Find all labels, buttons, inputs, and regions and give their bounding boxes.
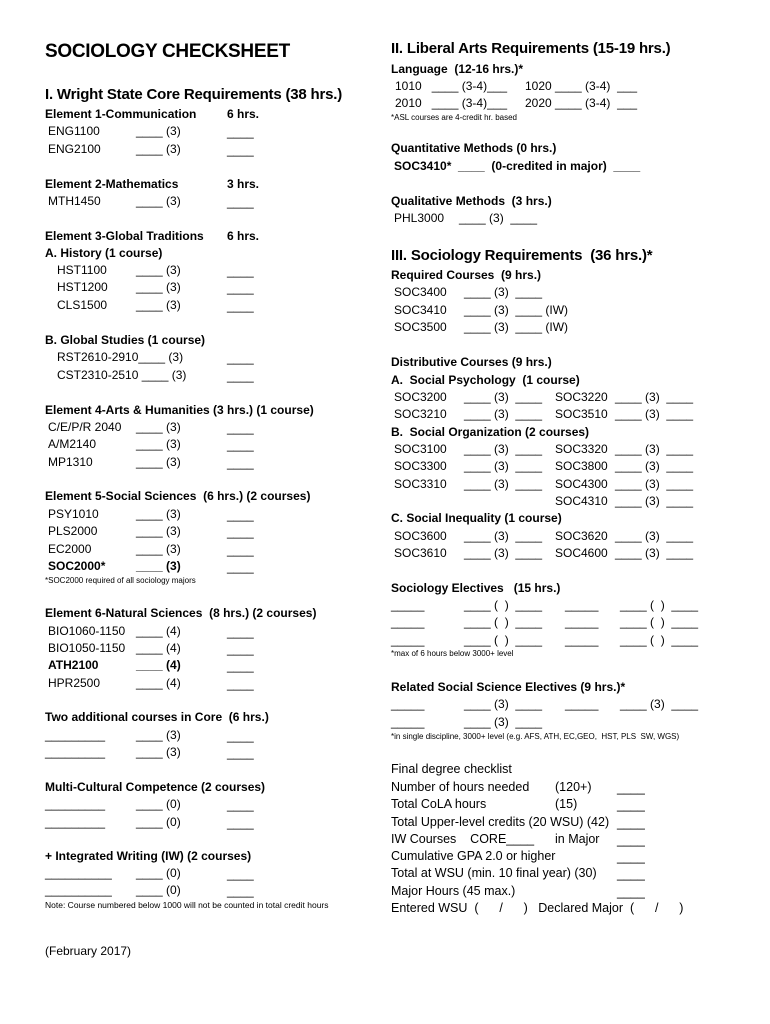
liberal-arts-heading: II. Liberal Arts Requirements (15-19 hrs.) [391,40,671,57]
grade-blank[interactable]: ____ [227,421,254,435]
credit-field[interactable]: ____ (3) ____ [464,546,543,560]
grade-blank[interactable]: ____ [227,867,254,881]
course-blank[interactable]: _________ [45,745,106,759]
credit-field[interactable]: ____ (0) [136,797,181,811]
course-code-required: ATH2100 [48,658,99,672]
grade-blank[interactable]: ____ [227,816,254,830]
course-code: CST2310-2510 ____ (3) [57,368,187,382]
course-code: EC2000 [48,542,92,556]
course-code: MTH1450 [48,194,101,208]
course-code: A/M2140 [48,437,97,451]
checklist-label: Total at WSU (min. 10 final year) (30) [391,866,597,880]
page-title: SOCIOLOGY CHECKSHEET [45,41,290,62]
credit-field[interactable]: ____ (3) ____ [615,442,694,456]
grade-blank[interactable]: ____ [227,659,254,673]
credit-field[interactable]: ____ (3) [136,420,181,434]
grade-blank[interactable]: ____ [227,729,254,743]
required-title: Required Courses (9 hrs.) [391,268,542,282]
global-subtitle: B. Global Studies (1 course) [45,333,206,347]
footnote: *ASL courses are 4-credit hr. based [391,113,517,122]
course-code: SOC3200 [394,390,447,404]
course-blank[interactable]: _____ [565,697,599,711]
credit-field[interactable]: ____ (3) [136,524,181,538]
credit-field[interactable]: ____ (4) [136,676,181,690]
course-code-required: SOC2000* [48,559,106,573]
grade-blank[interactable]: ____ [227,438,254,452]
footnote: *SOC2000 required of all sociology majors [45,576,196,585]
course-blank[interactable]: _____ [391,598,425,612]
credit-field[interactable]: ____ (3) [136,124,181,138]
course-blank[interactable]: _________ [45,728,106,742]
credit-field[interactable]: ____ (3) [136,542,181,556]
course-code: SOC3320 [555,442,608,456]
element1-title: Element 1-Communication [45,107,197,121]
course-code: HST1200 [57,280,108,294]
course-blank[interactable]: _____ [391,615,425,629]
course-blank[interactable]: __________ [45,883,112,897]
footnote: Note: Course numbered below 1000 will not be counted in total credit hours [45,900,329,910]
course-blank[interactable]: _________ [45,815,106,829]
checklist-target: in Major [555,832,600,846]
credit-field[interactable]: ____ (3) [136,745,181,759]
course-code: SOC3100 [394,442,447,456]
course-blank[interactable]: _____ [391,633,425,647]
credit-field[interactable]: ____ (3) ____ [464,407,543,421]
element2-hours: 3 hrs. [227,177,260,191]
credit-field[interactable]: ____ (3) ____ [615,546,694,560]
credit-field[interactable]: ____ (3) ____ [464,477,543,491]
course-code: SOC3510 [555,407,608,421]
language-row[interactable]: 2010 ____ (3-4)___ [395,96,508,110]
course-blank[interactable]: _____ [565,598,599,612]
element3-title: Element 3-Global Traditions [45,229,204,243]
course-code: SOC3300 [394,459,447,473]
course-blank[interactable]: _________ [45,797,106,811]
element1-hours: 6 hrs. [227,107,260,121]
credit-field[interactable]: ____ (4) [136,641,181,655]
qualitative-title: Qualitative Methods (3 hrs.) [391,194,552,208]
checklist-blank[interactable]: ____ [617,781,645,795]
credit-field[interactable]: ____ (4) [136,624,181,638]
course-code: SOC3220 [555,390,608,404]
checklist-label: IW Courses CORE____ [391,832,535,846]
revision-date: (February 2017) [45,944,132,958]
credit-field[interactable]: ____ (3) [136,263,181,277]
grade-blank[interactable]: ____ [227,125,254,139]
distributive-title: Distributive Courses (9 hrs.) [391,355,552,369]
grade-blank[interactable]: ____ [227,560,254,574]
checklist-blank[interactable]: ____ [617,816,645,830]
language-row[interactable]: 1010 ____ (3-4)___ [395,79,508,93]
element6-title: Element 6-Natural Sciences (8 hrs.) (2 courses) [45,606,317,620]
checklist-blank[interactable]: ____ [617,885,645,899]
credit-field[interactable]: ____ (0) [136,815,181,829]
course-code: ENG2100 [48,142,101,156]
course-code: SOC3310 [394,477,447,491]
checklist-label: Cumulative GPA 2.0 or higher [391,849,556,863]
course-code: ENG1100 [48,124,100,138]
credit-field[interactable]: ____ (3) [136,559,181,573]
grade-blank[interactable]: ____ [227,508,254,522]
element2-title: Element 2-Mathematics [45,177,179,191]
course-code: CLS1500 [57,298,108,312]
credit-field[interactable]: ____ (3) ____ [459,211,538,225]
credit-field[interactable]: ____ (3) ____ [464,390,543,404]
additional-core-title: Two additional courses in Core (6 hrs.) [45,710,269,724]
course-code: SOC4300 [555,477,608,491]
checklist-target: (15) [555,797,578,811]
final-checklist-title: Final degree checklist [391,762,512,776]
grade-blank[interactable]: ____ [227,677,254,691]
credit-field[interactable]: ____ ( ) ____ [464,615,543,629]
credit-field[interactable]: ____ (3) [136,194,181,208]
credit-field[interactable]: ____ (3) [136,298,181,312]
credit-field[interactable]: ____ (3) [136,280,181,294]
course-code: BIO1050-1150 [48,641,126,655]
credit-field[interactable]: ____ (3) [136,142,181,156]
course-blank[interactable]: _____ [391,715,425,729]
checklist-blank[interactable]: ____ [617,833,645,847]
course-blank[interactable]: _____ [565,633,599,647]
credit-field[interactable]: ____ ( ) ____ [620,598,699,612]
checklist-blank[interactable]: ____ [617,867,645,881]
course-code: SOC3620 [555,529,608,543]
footnote: *max of 6 hours below 3000+ level [391,649,514,658]
language-row[interactable]: 2020 ____ (3-4) ___ [525,96,638,110]
grade-blank[interactable]: ____ [227,625,254,639]
grade-blank[interactable]: ____ [227,642,254,656]
grade-blank[interactable]: ____ [227,264,254,278]
course-code: PLS2000 [48,524,98,538]
course-blank[interactable]: _____ [391,697,425,711]
related-electives-title: Related Social Science Electives (9 hrs.)* [391,680,626,694]
multicultural-title: Multi-Cultural Competence (2 courses) [45,780,266,794]
credit-field[interactable]: ____ (4) [136,658,181,672]
checklist-blank[interactable]: ____ [617,850,645,864]
credit-field[interactable]: ____ ( ) ____ [620,615,699,629]
quantitative-row[interactable]: SOC3410* ____ (0-credited in major) ____ [394,159,641,173]
credit-field[interactable]: ____ (3) [136,455,181,469]
credit-field[interactable]: ____ (3) ____ [464,459,543,473]
language-row[interactable]: 1020 ____ (3-4) ___ [525,79,638,93]
grade-blank[interactable]: ____ [227,195,254,209]
credit-field[interactable]: ____ (0) [136,866,181,880]
course-code: RST2610-2910____ (3) [57,350,184,364]
grade-blank[interactable]: ____ [227,351,254,365]
grade-blank[interactable]: ____ [227,281,254,295]
course-code: PSY1010 [48,507,99,521]
course-blank[interactable]: __________ [45,866,112,880]
course-code: SOC3600 [394,529,447,543]
checklist-target: (120+) [555,780,592,794]
grade-blank[interactable]: ____ [227,746,254,760]
sociology-heading: III. Sociology Requirements (36 hrs.)* [391,247,653,264]
checklist-label: Total Upper-level credits (20 WSU) (42) [391,815,610,829]
checklist-label: Number of hours needed [391,780,530,794]
checklist-blank[interactable]: ____ [617,798,645,812]
course-code: SOC4600 [555,546,608,560]
checklist-label: Major Hours (45 max.) [391,884,516,898]
credit-field[interactable]: ____ (3) ____ [615,407,694,421]
course-code: SOC3610 [394,546,447,560]
course-code: SOC3500 [394,320,447,334]
grade-blank[interactable]: ____ [227,369,254,383]
integrated-writing-title: + Integrated Writing (IW) (2 courses) [45,849,252,863]
grade-blank[interactable]: ____ [227,456,254,470]
credit-field[interactable]: ____ ( ) ____ [464,598,543,612]
credit-field[interactable]: ____ (3) ____ [620,697,699,711]
element4-title: Element 4-Arts & Humanities (3 hrs.) (1 course) [45,403,314,417]
credit-field[interactable]: ____ (3) ____ (IW) [464,303,569,317]
credit-field[interactable]: ____ (3) [136,507,181,521]
course-blank[interactable]: _____ [565,615,599,629]
credit-field[interactable]: ____ (3) ____ [615,494,694,508]
language-title: Language (12-16 hrs.)* [391,62,524,76]
credit-field[interactable]: ____ (3) ____ [615,459,694,473]
credit-field[interactable]: ____ (3) ____ [615,390,694,404]
grade-blank[interactable]: ____ [227,525,254,539]
course-code: BIO1060-1150 [48,624,126,638]
entered-declared-row[interactable]: Entered WSU ( / ) Declared Major ( / ) [391,901,684,915]
course-code: HST1100 [57,263,107,277]
sociology-electives-title: Sociology Electives (15 hrs.) [391,581,561,595]
course-code: SOC3210 [394,407,447,421]
credit-field[interactable]: ____ (3) [136,728,181,742]
course-code: C/E/P/R 2040 [48,420,122,434]
credit-field[interactable]: ____ (3) ____ (IW) [464,320,569,334]
credit-field[interactable]: ____ (3) ____ [464,715,543,729]
course-code: MP1310 [48,455,93,469]
course-code: SOC3410 [394,303,447,317]
social-organization-title: B. Social Organization (2 courses) [391,425,590,439]
credit-field[interactable]: ____ (3) ____ [615,529,694,543]
credit-field[interactable]: ____ (3) ____ [464,442,543,456]
grade-blank[interactable]: ____ [227,543,254,557]
checklist-label: Total CoLA hours [391,797,487,811]
credit-field[interactable]: ____ ( ) ____ [464,633,543,647]
history-subtitle: A. History (1 course) [45,246,163,260]
credit-field[interactable]: ____ (3) ____ [464,529,543,543]
grade-blank[interactable]: ____ [227,884,254,898]
course-code: SOC3400 [394,285,447,299]
core-heading: I. Wright State Core Requirements (38 hrs.) [45,86,343,103]
credit-field[interactable]: ____ (3) [136,437,181,451]
course-code: PHL3000 [394,211,445,225]
footnote: *in single discipline, 3000+ level (e.g. AFS, ATH, EC,GEO, HST, PLS SW, WGS) [391,732,680,741]
social-psychology-title: A. Social Psychology (1 course) [391,373,580,387]
social-inequality-title: C. Social Inequality (1 course) [391,511,562,525]
course-code: SOC3800 [555,459,608,473]
grade-blank[interactable]: ____ [227,798,254,812]
course-code: HPR2500 [48,676,101,690]
credit-field[interactable]: ____ (3) ____ [464,285,543,299]
credit-field[interactable]: ____ ( ) ____ [620,633,699,647]
credit-field[interactable]: ____ (0) [136,883,181,897]
grade-blank[interactable]: ____ [227,143,254,157]
course-code: SOC4310 [555,494,608,508]
element5-title: Element 5-Social Sciences (6 hrs.) (2 courses) [45,489,311,503]
credit-field[interactable]: ____ (3) ____ [615,477,694,491]
quantitative-title: Quantitative Methods (0 hrs.) [391,141,557,155]
grade-blank[interactable]: ____ [227,299,254,313]
element3-hours: 6 hrs. [227,229,260,243]
credit-field[interactable]: ____ (3) ____ [464,697,543,711]
